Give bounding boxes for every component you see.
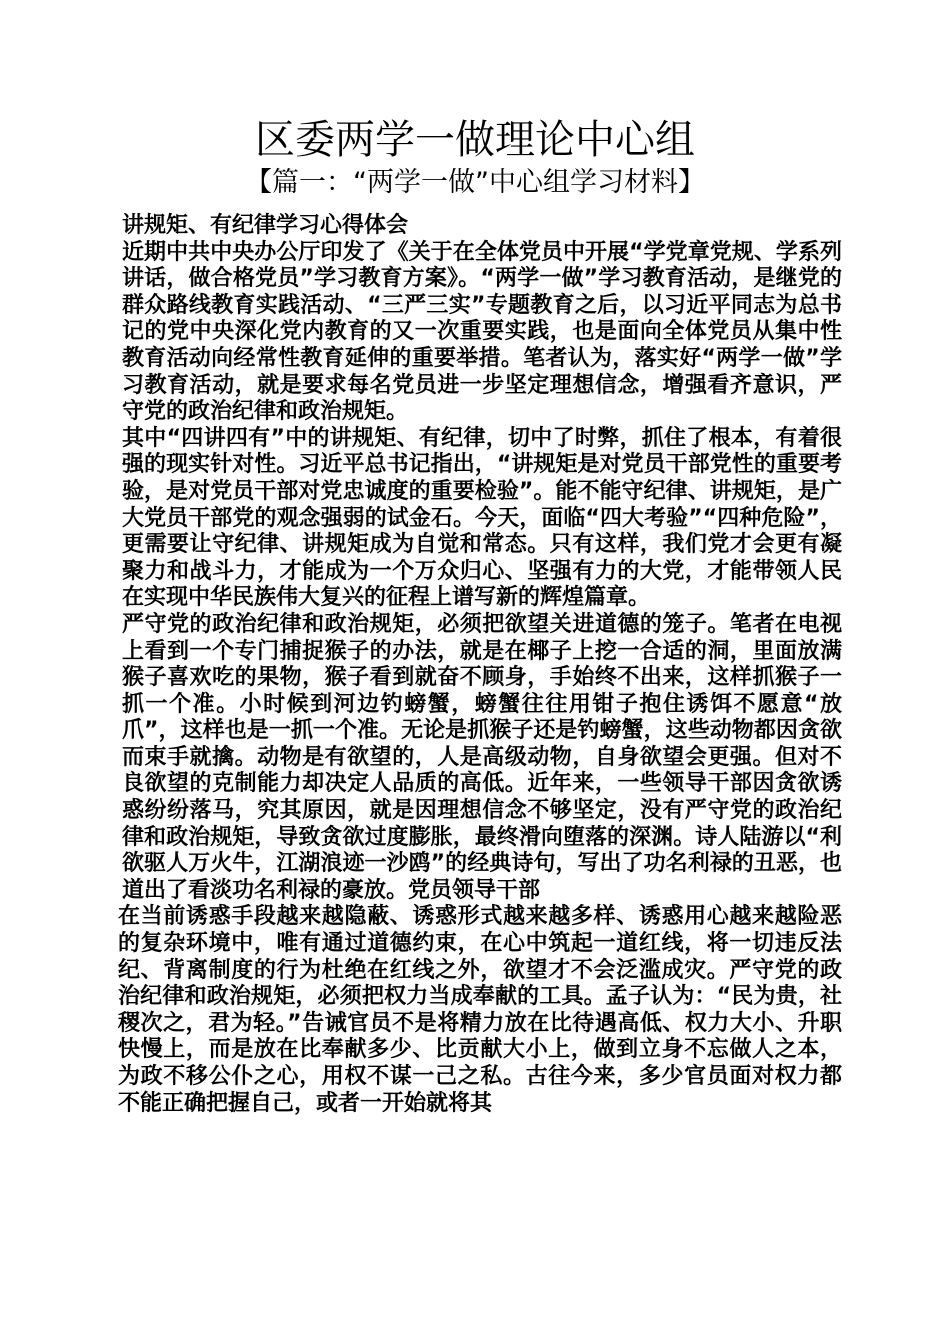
- paragraph: 严守党的政治纪律和政治规矩，必须把欲望关进道德的笼子。笔者在电视上看到一个专门捕捉猴子的办法，就是在椰子上挖一合适的洞，里面放满猴子喜欢吃的果物，猴子看到就奋不顾身，手始终不出来，这样抓猴子一抓一个准。小时候到河边钓螃蟹，螃蟹往往用钳子抱住诱饵不愿意“放爪”，这样也是一抓一个准。无论是抓猴子还是钓螃蟹，这些动物都因贪欲而束手就擒。动物是有欲望的，人是高级动物，自身欲望会更强。但对不良欲望的克制能力却决定人品质的高低。近年来，一些领导干部因贪欲诱惑纷纷落马，究其原因，就是因理想信念不够坚定，没有严守党的政治纪律和政治规矩，导致贪欲过度膨胀，最终滑向堕落的深渊。诗人陆游以“利欲驱人万火牛，江湖浪迹一沙鸥”的经典诗句，写出了功名利禄的丑恶，也道出了看淡功名利禄的豪放。党员领导干部: [122, 611, 842, 903]
- paragraph: 其中“四讲四有”中的讲规矩、有纪律，切中了时弊，抓住了根本，有着很强的现实针对性。习近平总书记指出，“讲规矩是对党员干部党性的重要考验，是对党员干部对党忠诚度的重要检验”。能不能守纪律、讲规矩，是广大党员干部党的观念强弱的试金石。今天，面临“四大考验”“四种危险”，更需要让守纪律、讲规矩成为自觉和常态。只有这样，我们党才会更有凝聚力和战斗力，才能成为一个万众归心、坚强有力的大党，才能带领人民在实现中华民族伟大复兴的征程上谱写新的辉煌篇章。: [122, 425, 842, 611]
- section-heading: 讲规矩、有纪律学习心得体会: [122, 213, 409, 238]
- document-title: 区委两学一做理论中心组: [255, 117, 695, 163]
- paragraph: 近期中共中央办公厅印发了《关于在全体党员中开展“学党章党规、学系列讲话，做合格党员”学习教育方案》。“两学一做”学习教育活动，是继党的群众路线教育实践活动、“三严三实”专题教育之后，以习近平同志为总书记的党中央深化党内教育的又一次重要实践，也是面向全体党员从集中性教育活动向经常性教育延伸的重要举措。笔者认为，落实好“两学一做”学习教育活动，就是要求每名党员进一步坚定理想信念，增强看齐意识，严守党的政治纪律和政治规矩。: [122, 239, 842, 425]
- document-body: [118, 213, 842, 1117]
- paragraph: 在当前诱惑手段越来越隐蔽、诱惑形式越来越多样、诱惑用心越来越险恶的复杂环境中，唯有通过道德约束，在心中筑起一道红线，将一切违反法纪、背离制度的行为杜绝在红线之外，欲望才不会泛滥成灾。严守党的政治纪律和政治规矩，必须把权力当成奉献的工具。孟子认为：“民为贵，社稷次之，君为轻。”告诫官员不是将精力放在比待遇高低、权力大小、升职快慢上，而是放在比奉献多少、比贡献大小上，做到立身不忘做人之本，为政不移公仆之心，用权不谋一己之私。古往今来，多少官员面对权力都不能正确把握自己，或者一开始就将其: [118, 904, 842, 1116]
- document-subtitle: 【篇一：“两学一做”中心组学习材料】: [245, 167, 705, 198]
